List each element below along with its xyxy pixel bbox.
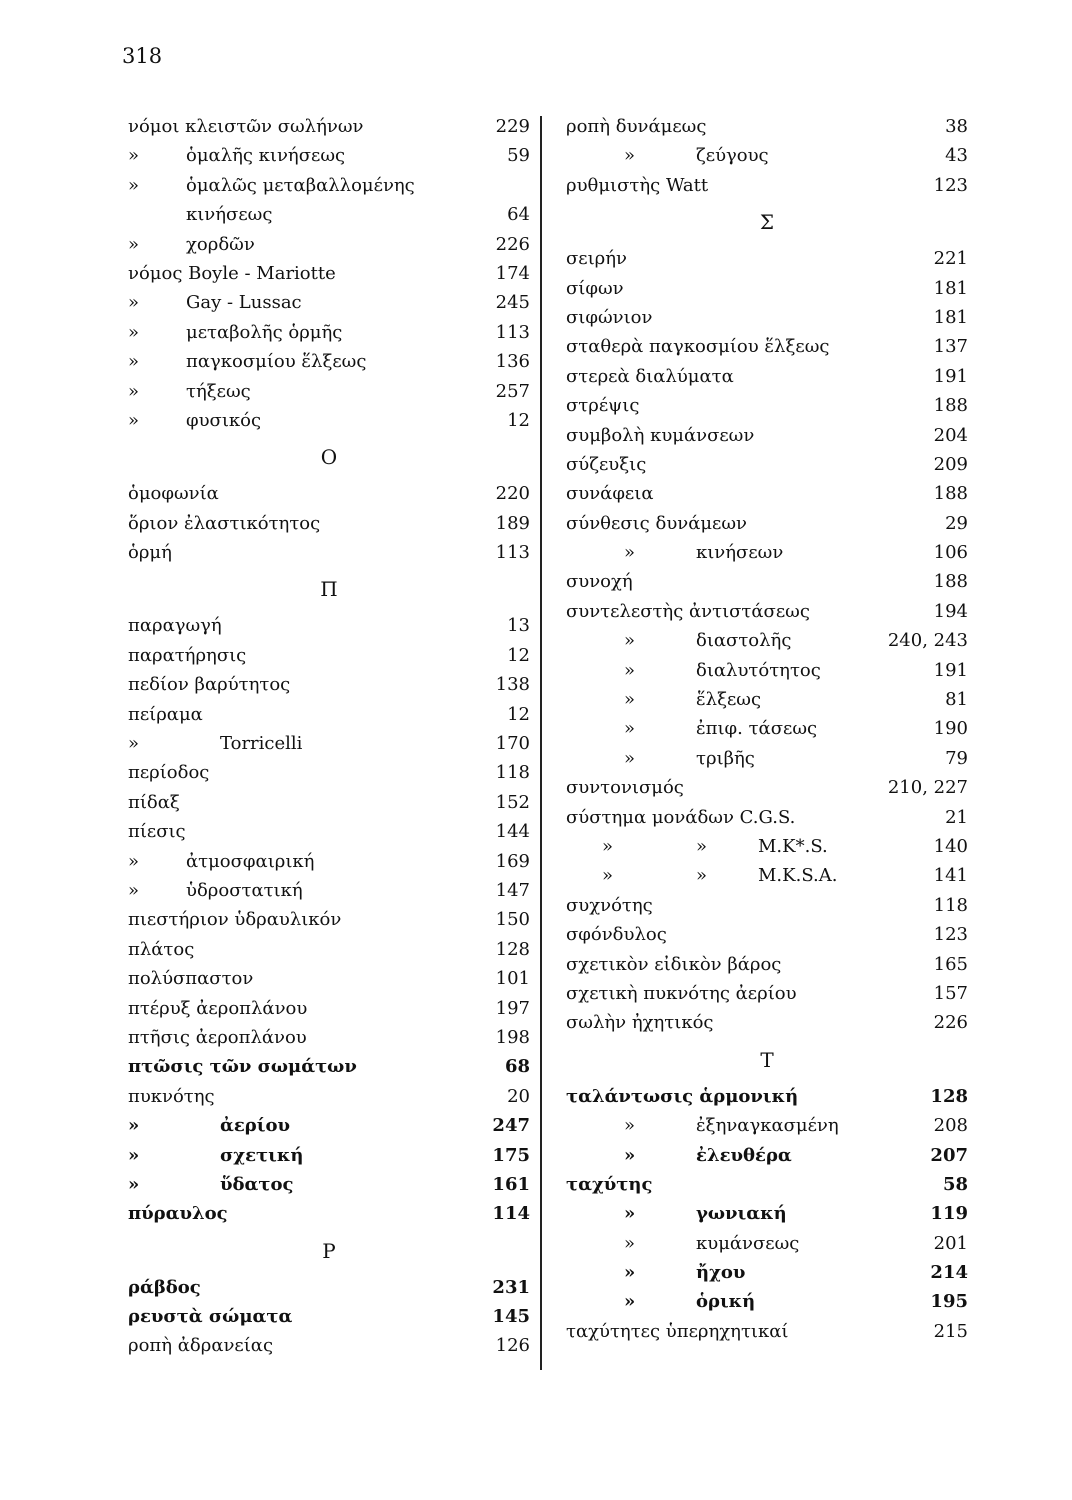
index-term: ρυθμιστὴς Watt (566, 174, 709, 196)
index-term: ἐλευθέρα (696, 1144, 792, 1166)
page-reference: 12 (507, 703, 530, 725)
page-reference: 58 (942, 1173, 968, 1195)
index-entry (128, 1111, 530, 1140)
page-reference: 12 (507, 409, 530, 431)
index-entry (128, 318, 530, 347)
index-entry (128, 230, 530, 259)
index-term: πίεσις (128, 821, 186, 843)
page-reference: 209 (933, 453, 968, 475)
section-letter: Τ (760, 1047, 774, 1072)
page-reference: 226 (933, 1012, 968, 1034)
index-entry (128, 788, 530, 817)
index-entry (128, 112, 530, 141)
page-reference: 145 (492, 1306, 530, 1328)
index-term: σύνθεσις δυνάμεων (566, 512, 748, 534)
index-term: ἕλξεως (696, 689, 762, 711)
page-reference: 126 (495, 1335, 530, 1357)
page-reference: 118 (933, 894, 968, 916)
index-entry (566, 332, 968, 361)
page-reference: 226 (495, 233, 530, 255)
index-term: ὁμοφωνία (128, 483, 219, 505)
page-reference: 152 (495, 791, 530, 813)
page-reference: 245 (495, 292, 530, 314)
index-term: διαλυτότητος (696, 659, 821, 681)
index-term: ὁμαλῆς κινήσεως (186, 145, 346, 167)
ditto-mark: » (696, 865, 708, 887)
index-term: σύζευξις (566, 453, 647, 475)
index-entry (566, 803, 968, 832)
index-entry (566, 171, 968, 200)
ditto-mark: » (128, 321, 140, 343)
page-reference: 140 (933, 835, 968, 857)
index-term: ὁρική (696, 1291, 756, 1313)
index-term: ὁρμή (128, 542, 172, 564)
index-entry (566, 450, 968, 479)
page-reference: 194 (933, 600, 968, 622)
ditto-mark: » (624, 1144, 636, 1166)
index-term: ροπὴ δυνάμεως (566, 116, 707, 137)
page-reference: 174 (495, 262, 530, 284)
page-reference: 169 (495, 850, 530, 872)
ditto-mark: » (128, 174, 140, 196)
page-reference: 191 (933, 365, 968, 387)
index-term: σιφώνιον (566, 306, 653, 328)
index-term: ὅριον ἐλαστικότητος (128, 512, 321, 534)
index-term: διαστολῆς (696, 630, 792, 652)
index-entry (566, 1287, 968, 1316)
page-reference: 257 (495, 380, 530, 402)
page-reference: 201 (933, 1232, 968, 1254)
page-reference: 175 (492, 1144, 530, 1166)
page-reference: 247 (492, 1115, 530, 1137)
page-reference: 210, 227 (887, 777, 968, 799)
page-reference: 197 (495, 997, 530, 1019)
index-term: πτῆσις ἀεροπλάνου (128, 1026, 307, 1048)
index-entry (566, 1141, 968, 1170)
index-entry (128, 729, 530, 758)
index-entry (128, 758, 530, 787)
index-entry (566, 421, 968, 450)
page-reference: 12 (507, 644, 530, 666)
index-entry (566, 274, 968, 303)
page-reference: 123 (933, 174, 968, 196)
index-term: τήξεως (186, 380, 251, 402)
index-term: πύραυλος (128, 1203, 228, 1225)
index-entry (128, 479, 530, 508)
page-reference: 208 (933, 1115, 968, 1137)
index-entry (128, 406, 530, 435)
ditto-mark: » (128, 380, 140, 402)
index-term: παρατήρησις (128, 644, 247, 666)
index-term: ράβδος (128, 1276, 201, 1298)
index-entry (128, 1023, 530, 1052)
index-term: σχετικὸν εἰδικὸν βάρος (566, 953, 782, 975)
page-reference: 188 (933, 395, 968, 417)
page-reference: 113 (495, 542, 530, 564)
page-reference: 144 (495, 821, 530, 843)
index-term: M.K.S.A. (758, 865, 838, 887)
index-term: σειρήν (566, 248, 627, 270)
index-entry (566, 656, 968, 685)
index-term: ἀερίου (220, 1115, 290, 1137)
index-entry (128, 935, 530, 964)
index-entry (128, 1199, 530, 1228)
page-reference: 189 (495, 512, 530, 534)
index-term: ὕδατος (220, 1173, 294, 1195)
index-entry (128, 700, 530, 729)
page-reference: 188 (933, 483, 968, 505)
ditto-mark: » (128, 233, 140, 255)
index-term: σύστημα μονάδων C.G.S. (566, 806, 796, 828)
ditto-mark: » (624, 747, 636, 769)
ditto-mark: » (128, 1173, 140, 1195)
index-term: ροπὴ ἀδρανείας (128, 1335, 274, 1357)
page-reference: 101 (495, 968, 530, 990)
ditto-mark: » (624, 1291, 636, 1313)
ditto-mark: » (624, 689, 636, 711)
index-entry (128, 347, 530, 376)
section-letter: Ρ (322, 1238, 336, 1263)
index-entry (566, 832, 968, 861)
index-entry (566, 744, 968, 773)
index-term: Torricelli (220, 733, 303, 755)
index-entry (128, 876, 530, 905)
index-entry (566, 1199, 968, 1228)
page-reference: 220 (495, 483, 530, 505)
index-term: συντελεστὴς ἀντιστάσεως (566, 600, 810, 622)
index-entry (566, 479, 968, 508)
index-term: πείραμα (128, 703, 203, 725)
page-reference: 165 (933, 953, 968, 975)
page-reference: 214 (930, 1262, 968, 1284)
index-entry (566, 1229, 968, 1258)
index-term: πολύσπαστον (128, 968, 254, 990)
index-term: κινήσεων (696, 542, 784, 564)
index-term: χορδῶν (186, 233, 255, 255)
index-term: ταχύτης (566, 1173, 653, 1195)
index-entry (128, 847, 530, 876)
ditto-mark: » (128, 292, 140, 314)
page-reference: 21 (945, 806, 968, 828)
ditto-mark: » (624, 659, 636, 681)
page-reference: 29 (945, 512, 968, 534)
page-reference: 136 (495, 351, 530, 373)
index-entry (566, 979, 968, 1008)
index-entry (566, 626, 968, 655)
page-reference: 118 (495, 762, 530, 784)
index-column-right (566, 112, 968, 1346)
index-entry (128, 905, 530, 934)
section-letter: Ο (320, 445, 338, 470)
index-term: στερεὰ διαλύματα (566, 365, 734, 387)
ditto-mark: » (128, 1115, 140, 1137)
index-term: κινήσεως (186, 204, 273, 226)
index-entry (566, 685, 968, 714)
index-entry (128, 1052, 530, 1081)
index-entry (566, 1008, 968, 1037)
page-reference: 181 (933, 277, 968, 299)
index-entry (566, 891, 968, 920)
page-reference: 114 (492, 1203, 530, 1225)
index-term: πίδαξ (128, 791, 180, 813)
page-reference: 240, 243 (887, 630, 968, 652)
index-term: σωλὴν ἠχητικός (566, 1012, 714, 1034)
index-entry (128, 171, 530, 200)
index-entry (128, 200, 530, 229)
page-reference: 137 (933, 336, 968, 358)
page-reference: 204 (933, 424, 968, 446)
ditto-mark: » (128, 351, 140, 373)
ditto-mark: » (602, 835, 614, 857)
index-entry (128, 817, 530, 846)
index-entry (128, 1170, 530, 1199)
index-entry (128, 259, 530, 288)
index-entry (566, 597, 968, 626)
ditto-mark: » (624, 630, 636, 652)
index-term: ἀτμοσφαιρική (186, 850, 315, 872)
ditto-mark: » (128, 1144, 140, 1166)
page-reference: 190 (933, 718, 968, 740)
index-term: ζεύγους (696, 145, 769, 167)
ditto-mark: » (624, 145, 636, 167)
index-term: πτῶσις τῶν σωμάτων (128, 1056, 357, 1078)
index-term: πιεστήριον ὑδραυλικόν (128, 909, 342, 931)
index-entry (128, 288, 530, 317)
index-entry (566, 1111, 968, 1140)
index-entry (566, 112, 968, 141)
index-entry (566, 141, 968, 170)
index-term: γωνιακή (696, 1203, 787, 1225)
index-term: σφόνδυλος (566, 924, 667, 946)
index-entry (128, 670, 530, 699)
index-entry (128, 1273, 530, 1302)
ditto-mark: » (128, 879, 140, 901)
index-entry (566, 391, 968, 420)
page-reference: 68 (504, 1056, 530, 1078)
ditto-mark: » (624, 718, 636, 740)
index-term: στρέψις (566, 395, 640, 417)
page-reference: 43 (945, 145, 968, 167)
index-term: Gay - Lussac (186, 292, 302, 314)
page-reference: 188 (933, 571, 968, 593)
page-reference: 113 (495, 321, 530, 343)
index-entry (566, 1258, 968, 1287)
index-term: ταλάντωσις ἁρμονική (566, 1085, 799, 1107)
index-entry (128, 1141, 530, 1170)
page-reference: 141 (933, 865, 968, 887)
index-term: ἐπιφ. τάσεως (696, 718, 818, 740)
ditto-mark: » (696, 835, 708, 857)
page-reference: 128 (930, 1085, 968, 1107)
index-term: σχετική (220, 1144, 304, 1166)
index-entry (128, 1082, 530, 1111)
ditto-mark: » (624, 1262, 636, 1284)
index-entry (566, 1170, 968, 1199)
index-term: φυσικός (186, 409, 262, 431)
index-entry (128, 377, 530, 406)
index-term: ἤχου (696, 1262, 746, 1284)
page-reference: 106 (933, 542, 968, 564)
page-reference: 215 (933, 1320, 968, 1342)
index-term: μεταβολῆς ὁρμῆς (186, 321, 343, 343)
page-reference: 138 (495, 674, 530, 696)
page-reference: 123 (933, 924, 968, 946)
index-term: σχετικὴ πυκνότης ἀερίου (566, 982, 797, 1004)
index-term: παγκοσμίου ἕλξεως (186, 351, 367, 373)
index-entry (566, 1082, 968, 1111)
page-reference: 195 (930, 1291, 968, 1313)
index-entry (566, 950, 968, 979)
index-term: σίφων (566, 277, 624, 299)
index-term: συνάφεια (566, 483, 654, 505)
ditto-mark: » (624, 1232, 636, 1254)
index-term: τριβῆς (696, 747, 755, 769)
ditto-mark: » (128, 733, 140, 755)
page-reference: 181 (933, 306, 968, 328)
index-entry (566, 538, 968, 567)
index-entry (128, 538, 530, 567)
index-term: κυμάνσεως (696, 1232, 800, 1254)
page-reference: 147 (495, 879, 530, 901)
index-term: σταθερὰ παγκοσμίου ἕλξεως (566, 336, 830, 358)
index-term: συνοχή (566, 571, 633, 593)
ditto-mark: » (624, 1115, 636, 1137)
index-entry (566, 362, 968, 391)
index-entry (128, 141, 530, 170)
index-term: συντονισμός (566, 777, 684, 799)
index-term: συμβολὴ κυμάνσεων (566, 424, 755, 446)
page-reference: 59 (507, 145, 530, 167)
index-term: πλάτος (128, 938, 195, 960)
index-entry (566, 920, 968, 949)
page-reference: 38 (945, 116, 968, 137)
ditto-mark: » (624, 1203, 636, 1225)
ditto-mark: » (128, 145, 140, 167)
index-entry (566, 861, 968, 890)
index-term: νόμοι κλειστῶν σωλήνων (128, 116, 364, 137)
index-entry (566, 509, 968, 538)
page-reference: 161 (492, 1173, 530, 1195)
page-reference: 157 (933, 982, 968, 1004)
page-reference: 170 (495, 733, 530, 755)
index-entry (566, 567, 968, 596)
section-letter: Π (320, 577, 338, 602)
page-reference: 191 (933, 659, 968, 681)
index-entry (128, 641, 530, 670)
page-reference: 198 (495, 1026, 530, 1048)
page-reference: 231 (492, 1276, 530, 1298)
page-reference: 128 (495, 938, 530, 960)
index-entry (566, 303, 968, 332)
column-divider (540, 116, 542, 1370)
index-entry (566, 773, 968, 802)
index-entry (128, 509, 530, 538)
index-term: ταχύτητες ὑπερηχητικαί (566, 1320, 789, 1342)
index-term: ὑδροστατική (186, 879, 303, 901)
index-entry (566, 714, 968, 743)
index-term: πτέρυξ ἀεροπλάνου (128, 997, 308, 1019)
page-reference: 119 (930, 1203, 968, 1225)
ditto-mark: » (128, 850, 140, 872)
index-term: ὁμαλῶς μεταβαλλομένης (186, 174, 415, 196)
index-term: περίοδος (128, 762, 210, 784)
index-term: πεδίον βαρύτητος (128, 674, 291, 696)
index-entry (128, 964, 530, 993)
page-reference: 207 (930, 1144, 968, 1166)
index-entry (128, 1302, 530, 1331)
page-reference: 64 (507, 204, 530, 226)
index-term: ἐξηναγκασμένη (696, 1115, 839, 1137)
index-entry (128, 994, 530, 1023)
index-term: πυκνότης (128, 1085, 215, 1107)
index-term: ρευστὰ σώματα (128, 1306, 293, 1328)
page-reference: 20 (507, 1085, 530, 1107)
ditto-mark: » (128, 409, 140, 431)
index-entry (566, 1317, 968, 1346)
index-term: παραγωγή (128, 615, 222, 637)
section-letter: Σ (759, 210, 775, 235)
ditto-mark: » (602, 865, 614, 887)
index-entry (566, 244, 968, 273)
page-reference: 79 (945, 747, 968, 769)
page-reference: 150 (495, 909, 530, 931)
page-reference: 229 (495, 116, 530, 137)
ditto-mark: » (624, 542, 636, 564)
index-entry (128, 1331, 530, 1360)
index-term: νόμος Boyle - Mariotte (128, 262, 336, 284)
page-reference: 81 (945, 689, 968, 711)
page-reference: 13 (507, 615, 530, 637)
index-entry (128, 611, 530, 640)
index-term: συχνότης (566, 894, 653, 916)
page-number: 318 (122, 44, 163, 68)
page-reference: 221 (933, 248, 968, 270)
index-term: M.K*.S. (758, 835, 828, 857)
index-column-left (128, 112, 530, 1361)
